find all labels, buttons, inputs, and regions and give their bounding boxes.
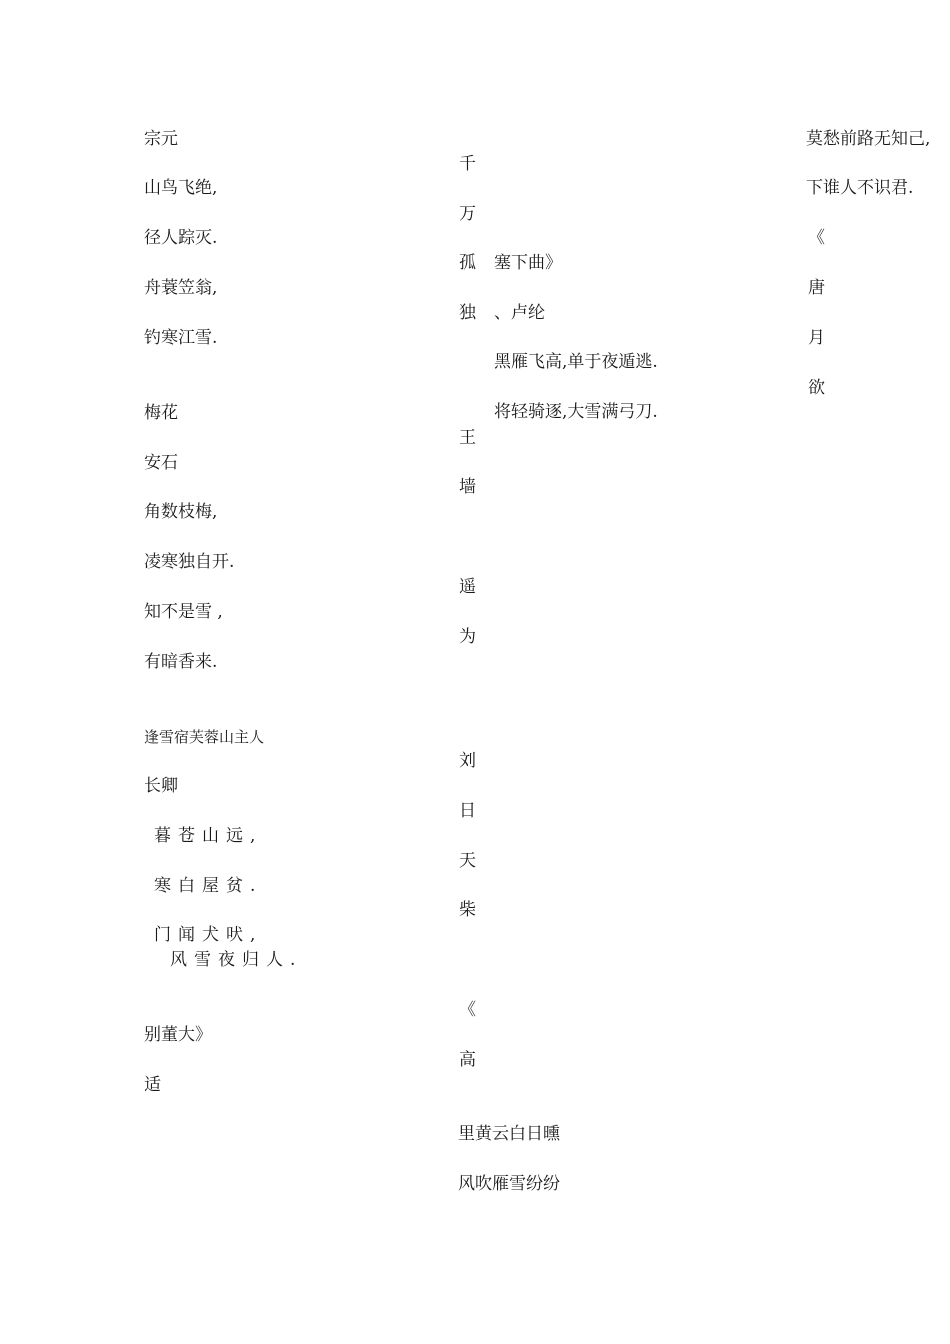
vertical-char: 孤: [459, 253, 476, 273]
poem3-title: 逢雪宿芙蓉山主人: [144, 728, 265, 746]
center-line-2: 将轻骑逐,大雪满弓刀.: [494, 402, 658, 422]
poem2-line-2: 凌寒独自开.: [144, 552, 235, 572]
bottom-line-2: 风吹雁雪纷纷: [458, 1174, 560, 1194]
vertical-char: 欲: [808, 378, 825, 398]
poem2-line-1: 角数枝梅,: [144, 502, 218, 522]
center-line-1: 黑雁飞高,单于夜遁逃.: [494, 352, 658, 372]
poem3-line-2: 寒白屋贫.: [154, 876, 263, 896]
poem1-line-3: 舟蓑笠翁,: [144, 278, 218, 298]
vertical-char: 日: [459, 801, 476, 821]
poem1-line-2: 径人踪灭.: [144, 228, 218, 248]
poem3-line-3: 门闻犬吠,: [154, 925, 263, 945]
poem2-line-4: 有暗香来.: [144, 652, 218, 672]
poem4-title: 别董大》: [144, 1025, 212, 1045]
vertical-char: 月: [808, 328, 825, 348]
bottom-line-1: 里黄云白日曛: [458, 1124, 560, 1144]
vertical-char: 千: [459, 154, 476, 174]
vertical-char: 墙: [459, 477, 476, 497]
poem1-line-4: 钓寒江雪.: [144, 328, 218, 348]
poem3-line-4: 风雪夜归人.: [170, 950, 303, 970]
vertical-char: 《: [808, 228, 825, 248]
vertical-char: 独: [459, 303, 476, 323]
poem2-line-3: 知不是雪 ,: [144, 602, 223, 622]
right-line-1: 莫愁前路无知己,: [806, 129, 931, 149]
vertical-char: 高: [459, 1050, 476, 1070]
vertical-char: 遥: [459, 577, 476, 597]
vertical-char: 刘: [459, 751, 476, 771]
poem4-author: 适: [144, 1075, 161, 1095]
vertical-char: 柴: [459, 900, 476, 920]
vertical-char: 《: [459, 1000, 476, 1020]
vertical-char: 天: [459, 851, 476, 871]
vertical-char: 王: [459, 428, 476, 448]
poem3-author: 长卿: [144, 776, 178, 796]
vertical-char: 唐: [808, 278, 825, 298]
center-author: 、卢纶: [494, 303, 545, 323]
vertical-char: 万: [459, 204, 476, 224]
poem1-line-1: 山鸟飞绝,: [144, 178, 218, 198]
poem2-author: 安石: [144, 453, 178, 473]
poem2-title: 梅花: [144, 403, 178, 423]
poem3-line-1: 暮苍山远,: [154, 826, 263, 846]
vertical-char: 为: [459, 627, 476, 647]
right-line-2: 下谁人不识君.: [806, 178, 914, 198]
poem1-author: 宗元: [144, 129, 178, 149]
center-title: 塞下曲》: [494, 253, 562, 273]
